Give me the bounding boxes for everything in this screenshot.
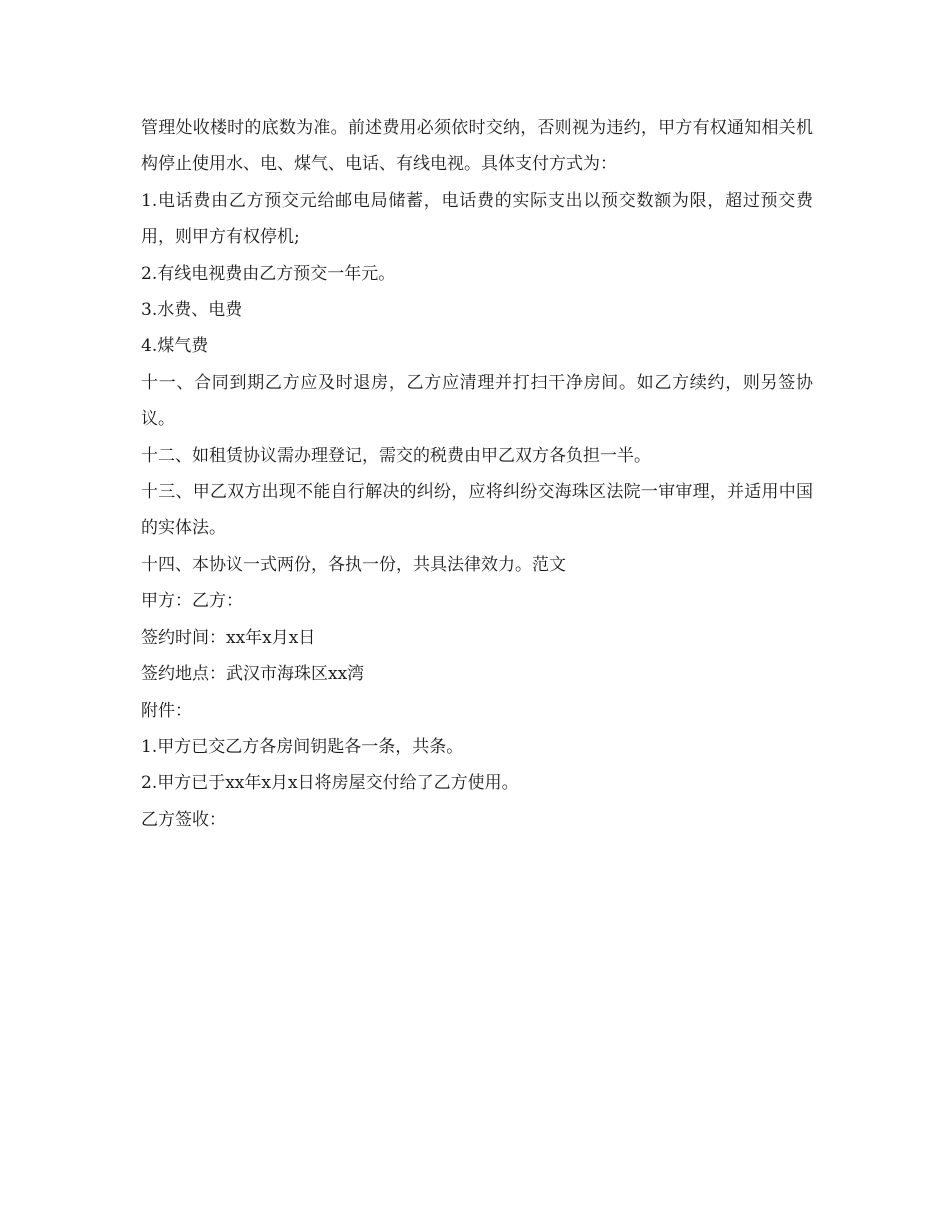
- paragraph-phone-fee: 1.电话费由乙方预交元给邮电局储蓄，电话费的实际支出以预交数额为限，超过预交费用，则甲方有权停机;: [141, 190, 813, 248]
- document-body: [141, 110, 813, 838]
- signing-date: 签约时间：xx年x月x日: [141, 627, 316, 648]
- parties-line: 甲方：乙方：: [141, 591, 243, 612]
- signing-location: 签约地点：武汉市海珠区xx湾: [141, 664, 365, 685]
- paragraph-water-electric-fee: 3.水费、电费: [141, 300, 243, 321]
- paragraph-gas-fee: 4.煤气费: [141, 336, 209, 357]
- attachment-heading: 附件：: [141, 700, 192, 721]
- paragraph-cable-tv-fee: 2.有线电视费由乙方预交一年元。: [141, 263, 396, 284]
- clause-twelve: 十二、如租赁协议需办理登记，需交的税费由甲乙双方各负担一半。: [141, 445, 651, 466]
- attachment-keys: 1.甲方已交乙方各房间钥匙各一条，共条。: [141, 736, 464, 757]
- paragraph-fee-terms: 管理处收楼时的底数为准。前述费用必须依时交纳，否则视为违约，甲方有权通知相关机构停止使用水、电、煤气、电话、有线电视。具体支付方式为：: [141, 118, 813, 175]
- clause-thirteen: 十三、甲乙双方出现不能自行解决的纠纷，应将纠纷交海珠区法院一审审理，并适用中国的实体法。: [141, 482, 813, 539]
- clause-eleven: 十一、合同到期乙方应及时退房，乙方应清理并打扫干净房间。如乙方续约，则另签协议。: [141, 372, 813, 430]
- clause-fourteen: 十四、本协议一式两份，各执一份，共具法律效力。范文: [141, 554, 566, 575]
- tenant-signature-line: 乙方签收：: [141, 809, 226, 830]
- attachment-handover: 2.甲方已于xx年x月x日将房屋交付给了乙方使用。: [141, 773, 519, 794]
